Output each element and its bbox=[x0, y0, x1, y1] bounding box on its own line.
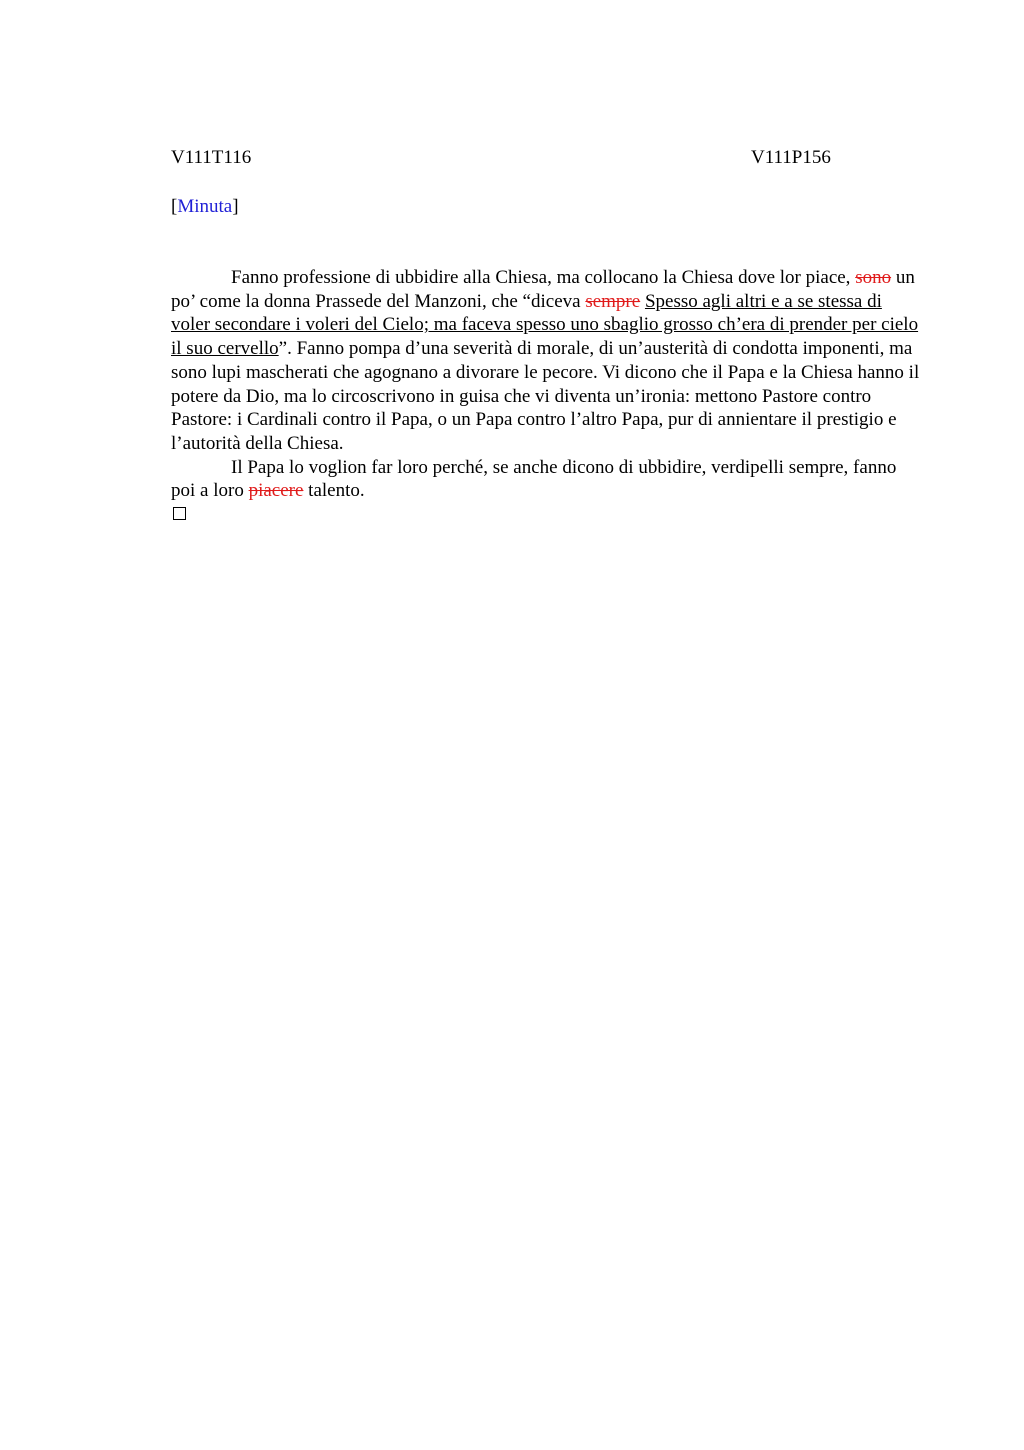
p2-text-2: talento. bbox=[303, 480, 365, 502]
paragraph-2 bbox=[171, 456, 923, 503]
p2-text-1: Il Papa lo voglion far loro perché, se anche dicono di ubbidire, verdipelli sempre, fanno poi a loro bbox=[171, 456, 897, 502]
deleted-word-sono: sono bbox=[855, 267, 892, 288]
document-code-left: V111T116 bbox=[171, 147, 252, 168]
minuta-text: Minuta bbox=[177, 196, 233, 217]
close-bracket: ] bbox=[232, 196, 239, 217]
p1-text-2: un po’ come la donna Prassede del Manzoni, che “diceva bbox=[171, 267, 915, 312]
deleted-word-piacere: piacere bbox=[248, 480, 304, 502]
underlined-quote: Spesso agli altri e a se stessa di voler secondare i voleri del Cielo; ma faceva spesso uno sbaglio grosso ch’era di prender per cielo il suo cervello bbox=[171, 290, 919, 360]
deleted-word-sempre: sempre bbox=[585, 290, 641, 312]
minuta-label bbox=[171, 196, 239, 218]
end-of-text-box-icon bbox=[173, 507, 186, 520]
p1-text-4: ”. Fanno pompa d’una severità di morale, di un’austerità di condotta imponenti, ma sono lupi mascherati che agognano a divorare le pecore. Vi dicono che il Papa e la Chiesa hanno il potere da Dio, ma lo circoscrivono in guisa che vi diventa un’ironia: mettono Pastore contro Pastore: i Cardinali contro il Papa, o un Papa contro l’altro Papa, pur di annientare il prestigio e l’autorità della Chiesa. bbox=[171, 338, 920, 454]
open-bracket: [ bbox=[171, 196, 178, 217]
body-text bbox=[171, 266, 923, 503]
paragraph-1 bbox=[171, 266, 923, 456]
document-code-right: V111P156 bbox=[751, 147, 831, 168]
p1-text-1: Fanno professione di ubbidire alla Chiesa, ma collocano la Chiesa dove lor piace, bbox=[231, 267, 856, 288]
